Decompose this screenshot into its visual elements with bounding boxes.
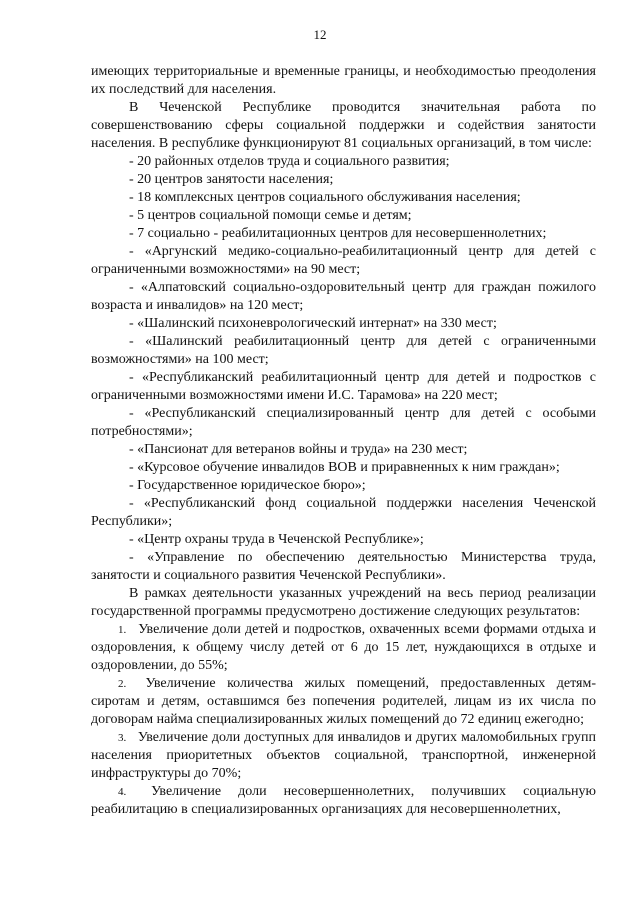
document-body [91, 63, 596, 819]
item-number: 3. [118, 732, 127, 744]
numbered-item [91, 783, 596, 819]
list-item: - 5 центров социальной помощи семье и детям; [129, 208, 412, 223]
paragraph: имеющих территориальные и временные границы, и необходимостью преодоления их последствий для населения. [91, 64, 596, 97]
list-item: - «Аргунский медико-социально-реабилитационный центр для детей с ограниченными возможностями» на 90 мест; [91, 244, 596, 277]
list-item: - «Республиканский реабилитационный центр для детей и подростков с ограниченными возможностями имени И.С. Тарамова» на 220 мест; [91, 370, 596, 403]
item-text: Увеличение количества жилых помещений, предоставленных детям-сиротам и детям, оставшимся без попечения родителей, лицам из их числа по договорам найма специализированных жилых помещений до 72 единиц ежегодно; [91, 676, 596, 727]
numbered-item [91, 675, 596, 729]
results-list [91, 621, 596, 819]
item-number: 1. [118, 624, 127, 636]
paragraph: В рамках деятельности указанных учреждений на весь период реализации государственной программы предусмотрено достижение следующих результатов: [91, 586, 596, 619]
numbered-item [91, 621, 596, 675]
list-item: - «Шалинский психоневрологический интернат» на 330 мест; [129, 316, 497, 331]
list-item: - «Пансионат для ветеранов войны и труда» на 230 мест; [129, 442, 468, 457]
organization-list [91, 153, 596, 585]
numbered-item [91, 729, 596, 783]
list-item: - «Управление по обеспечению деятельностью Министерства труда, занятости и социального развития Чеченской Республики». [91, 550, 596, 583]
list-item: - «Шалинский реабилитационный центр для детей с ограниченными возможностями» на 100 мест; [91, 334, 596, 367]
item-text: Увеличение доли доступных для инвалидов и других маломобильных групп населения приоритетных объектов социальной, транспортной, инженерной инфраструктуры до 70%; [91, 730, 596, 781]
item-text: Увеличение доли несовершеннолетних, получивших социальную реабилитацию в специализированных организациях для несовершеннолетних, [91, 784, 596, 817]
list-item: - 18 комплексных центров социального обслуживания населения; [129, 190, 521, 205]
list-item: - «Курсовое обучение инвалидов ВОВ и приравненных к ним граждан»; [129, 460, 560, 475]
list-item: - Государственное юридическое бюро»; [129, 478, 366, 493]
paragraph: В Чеченской Республике проводится значительная работа по совершенствованию сферы социальной поддержки и содействия занятости населения. В республике функционируют 81 социальных организаций, в том числе: [91, 100, 596, 151]
list-item: - «Алпатовский социально-оздоровительный центр для граждан пожилого возраста и инвалидов» на 120 мест; [91, 280, 596, 313]
list-item: - 20 центров занятости населения; [129, 172, 334, 187]
list-item: - 7 социально - реабилитационных центров для несовершеннолетних; [129, 226, 547, 241]
item-number: 2. [118, 678, 127, 690]
page-number: 12 [313, 27, 327, 42]
item-text: Увеличение доли детей и подростков, охваченных всеми формами отдыха и оздоровления, к общему числу детей от 6 до 15 лет, нуждающихся в отдыхе и оздоровлении, до 55%; [91, 622, 597, 673]
list-item: - 20 районных отделов труда и социального развития; [129, 154, 450, 169]
item-number: 4. [118, 786, 127, 798]
list-item: - «Республиканский специализированный центр для детей с особыми потребностями»; [91, 406, 596, 439]
list-item: - «Республиканский фонд социальной поддержки населения Чеченской Республики»; [91, 496, 596, 529]
list-item: - «Центр охраны труда в Чеченской Республике»; [129, 532, 424, 547]
